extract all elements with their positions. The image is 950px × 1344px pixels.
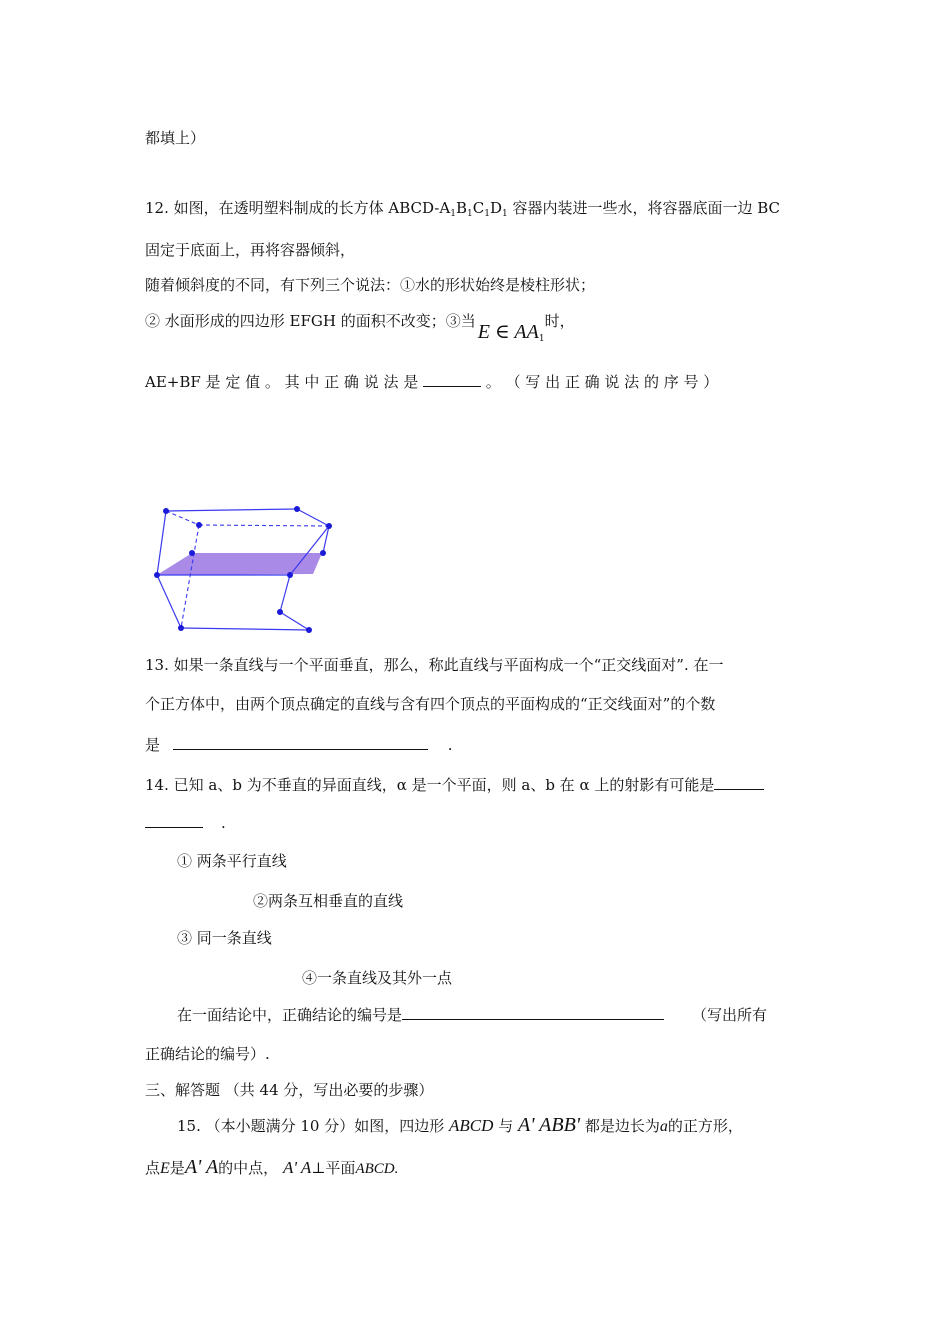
- q15-line-1: 15. （本小题满分 10 分）如图，四边形 ABCD 与 A' ABB' 都是边长为a的正方形，: [177, 1114, 743, 1136]
- option-1: ① 两条平行直线: [177, 852, 287, 870]
- answer-blank-12[interactable]: [423, 386, 481, 387]
- option-2: ②两条互相垂直的直线: [253, 892, 404, 910]
- q12-line-2: 固定于底面上，再将容器倾斜，: [145, 241, 356, 259]
- answer-blank-14a[interactable]: [714, 789, 764, 790]
- math-e-in-aa1: E ∈ $AA_1$: [477, 321, 545, 344]
- q13-line-2: 个正方体中，由两个顶点确定的直线与含有四个顶点的平面构成的“正交线面对”的个数: [145, 695, 716, 713]
- q12-line-3: 随着倾斜度的不同，有下列三个说法：①水的形状始终是棱柱形状；: [145, 276, 596, 294]
- conclusion-line-1: 在一面结论中，正确结论的编号是 （写出所有: [177, 1006, 768, 1024]
- q13-line-1: 13. 如果一条直线与一个平面垂直，那么，称此直线与平面构成一个“正交线面对”. 在一: [145, 656, 724, 674]
- q14-line-2: .: [145, 813, 226, 833]
- q14-line-1: 14. 已知 a、b 为不垂直的异面直线，α 是一个平面，则 a、b 在 α 上的射影有可能是: [145, 775, 764, 795]
- option-3: ③ 同一条直线: [177, 929, 272, 947]
- answer-blank-14b[interactable]: [145, 827, 203, 828]
- q12-line-1: 12. 如图，在透明塑料制成的长方体 ABCD-$A_1B_1C_1D_1$ 容器内装进一些水，将容器底面一边 BC: [145, 199, 781, 219]
- q12-line-5: AE+BF 是 定 值 。 其 中 正 确 说 法 是 。 （ 写 出 正 确 说 法 的 序 号 ）: [145, 373, 719, 391]
- option-4: ④一条直线及其外一点: [302, 969, 453, 987]
- conclusion-line-2: 正确结论的编号）.: [145, 1045, 270, 1063]
- answer-blank-conclusion[interactable]: [402, 1019, 664, 1020]
- answer-blank-13[interactable]: [173, 749, 428, 750]
- section-3-heading: 三、解答题 （共 44 分，写出必要的步骤）: [145, 1081, 434, 1099]
- q12-line-4: ② 水面形成的四边形 EFGH 的面积不改变；③当 E ∈ $AA_1$时，: [145, 310, 575, 337]
- q13-line-3: 是 .: [145, 736, 453, 754]
- cuboid-figure: [143, 500, 343, 640]
- q15-line-2: 点E是A' A的中点， A' A⊥平面ABCD.: [145, 1156, 399, 1178]
- water-surface: [157, 553, 322, 575]
- line-continuation: 都填上）: [145, 129, 206, 147]
